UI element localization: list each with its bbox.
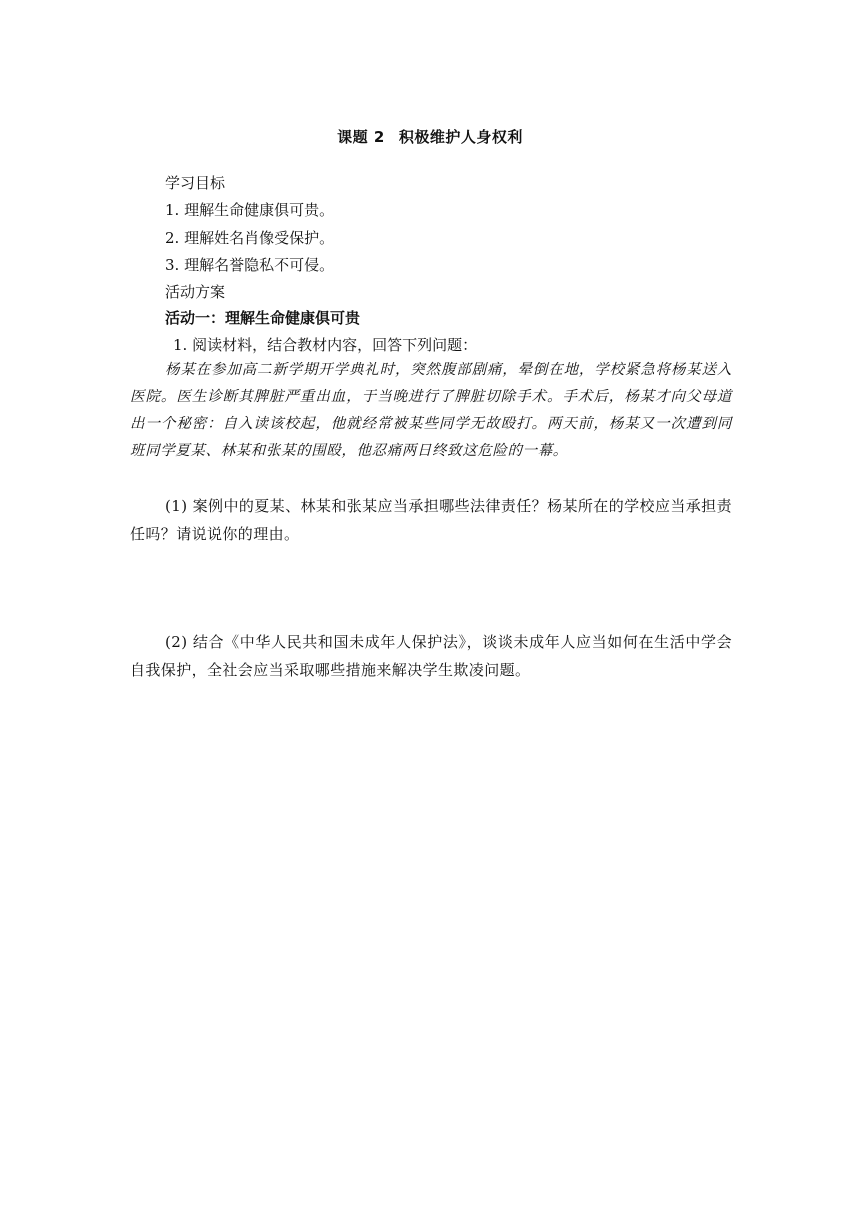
page-title — [0, 126, 860, 147]
plan-heading: 活动方案 — [165, 283, 226, 301]
question-1: (1) 案例中的夏某、林某和张某应当承担哪些法律责任？杨某所在的学校应当承担责任吗？请说说你的理由。 — [130, 497, 732, 543]
goal-item-2: 2. 理解姓名肖像受保护。 — [165, 229, 335, 247]
reading-material: 杨某在参加高二新学期开学典礼时，突然腹部剧痛，晕倒在地，学校紧急将杨某送入医院。医生诊断其脾脏严重出血，于当晚进行了脾脏切除手术。手术后，杨某才向父母道出一个秘密：自入读该校起，他就经常被某些同学无故殴打。两天前，杨某又一次遭到同班同学夏某、林某和张某的围殴，他忍痛两日终致这危险的一幕。 — [130, 362, 732, 459]
title-number: 课题 2 — [337, 128, 385, 146]
question-2: (2) 结合《中华人民共和国未成年人保护法》，谈谈未成年人应当如何在生活中学会自我保护，全社会应当采取哪些措施来解决学生欺凌问题。 — [130, 633, 732, 679]
title-text: 积极维护人身权利 — [398, 128, 523, 146]
goals-heading: 学习目标 — [165, 174, 226, 192]
goal-item-1: 1. 理解生命健康俱可贵。 — [165, 201, 335, 219]
goal-item-3: 3. 理解名誉隐私不可侵。 — [165, 256, 335, 274]
activity1-instruction: 1. 阅读材料，结合教材内容，回答下列问题： — [173, 336, 478, 354]
activity1-heading: 活动一：理解生命健康俱可贵 — [165, 309, 361, 327]
